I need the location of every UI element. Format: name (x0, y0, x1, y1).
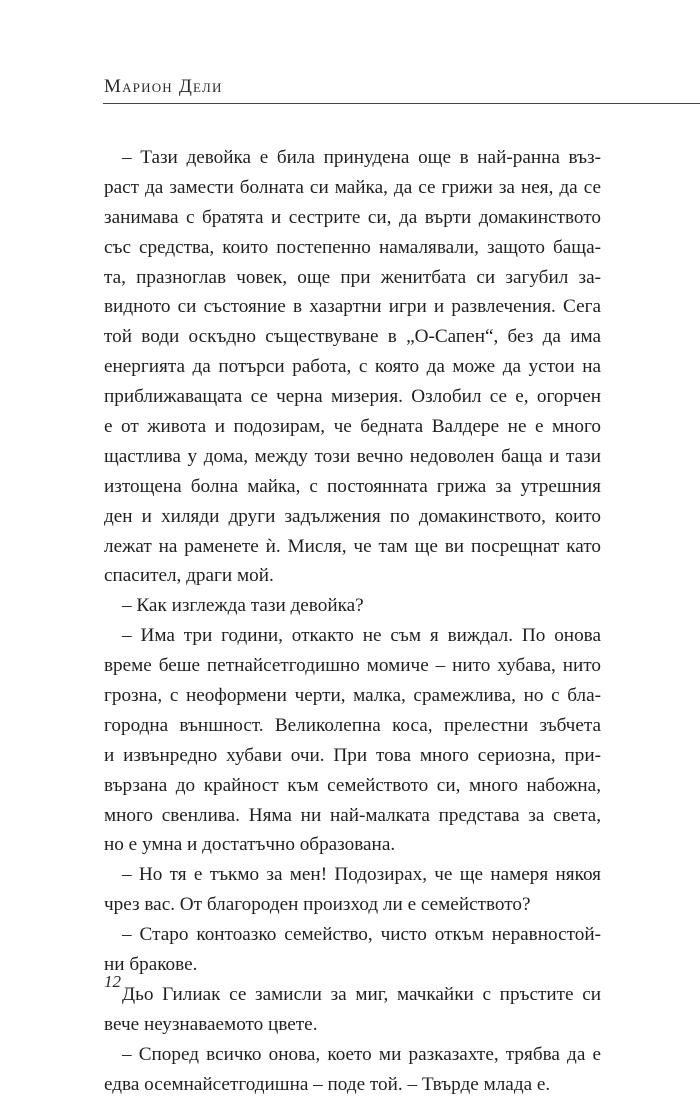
text-line: ни бракове. (104, 954, 198, 976)
text-line: той води оскъдно съществуване в „О-Сапен“, без да има (104, 326, 601, 348)
text-line: видното си състояние в хазартни игри и развлечения. Сега (104, 296, 601, 318)
text-line: спасител, драги мой. (104, 565, 274, 587)
text-line: едва осемнайсетгодишна – поде той. – Твърде млада е. (104, 1073, 551, 1095)
text-line: е от живота и подозирам, че бедната Валдере не е много (104, 416, 601, 438)
text-line: изтощена болна майка, с постоянната грижа за утрешния (104, 475, 601, 497)
text-line: та, празноглав човек, още при женитбата си загубил за- (104, 266, 601, 288)
text-line: но е умна и достатъчно образована. (104, 834, 396, 856)
text-line: щастлива у дома, между този вечно недоволен баща и тази (104, 445, 601, 467)
text-line: чрез вас. От благороден произход ли е семейството? (104, 894, 531, 916)
text-line: раст да замести болната си майка, да се грижи за нея, да се (104, 176, 601, 198)
text-line: приближаващата се черна мизерия. Озлобил се е, огорчен (104, 386, 601, 408)
running-head: Марион Дели (104, 76, 223, 97)
text-line: – Според всичко онова, което ми разказахте, трябва да е (122, 1043, 601, 1065)
text-line: лежат на раменете ѝ. Мисля, че там ще ви посрещнат като (104, 535, 601, 557)
text-line: ден и хиляди други задължения по домакинството, които (104, 505, 601, 527)
text-line: много свенлива. Няма ни най-малката представа за света, (104, 804, 601, 826)
text-line: занимава с братята и сестрите си, да върти домакинството (104, 206, 601, 228)
text-line: време беше петнайсетгодишно момиче – нито хубава, нито (104, 655, 601, 677)
text-line: със средства, които постепенно намалявали, защото баща- (104, 236, 601, 258)
text-line: – Има три години, откакто не съм я виждал. По онова (122, 625, 601, 647)
text-line: городна външност. Великолепна коса, прелестни зъбчета (104, 714, 601, 736)
text-line: грозна, с неоформени черти, малка, срамежлива, но с бла- (104, 685, 601, 707)
header-rule (103, 103, 700, 104)
text-line: – Тази девойка е била принудена още в най-ранна въз- (122, 147, 601, 168)
text-line: вече неузнаваемото цвете. (104, 1013, 318, 1035)
text-line: – Но тя е тъкмо за мен! Подозирах, че ще намеря някоя (122, 864, 601, 886)
text-line: – Как изглежда тази девойка? (122, 595, 364, 617)
text-line: – Старо контоазко семейство, чисто откъм неравностой- (122, 924, 601, 946)
text-line: вързана до крайност към семейството си, много набожна, (104, 774, 601, 796)
page-number: 12 (104, 972, 121, 991)
text-line: и извънредно хубави очи. При това много сериозна, при- (104, 744, 601, 766)
body-text (104, 143, 601, 1100)
text-line: Дьо Гилиак се замисли за миг, мачкайки с пръстите си (122, 983, 601, 1005)
text-line: енергията да потърси работа, с която да може да устои на (104, 356, 601, 378)
